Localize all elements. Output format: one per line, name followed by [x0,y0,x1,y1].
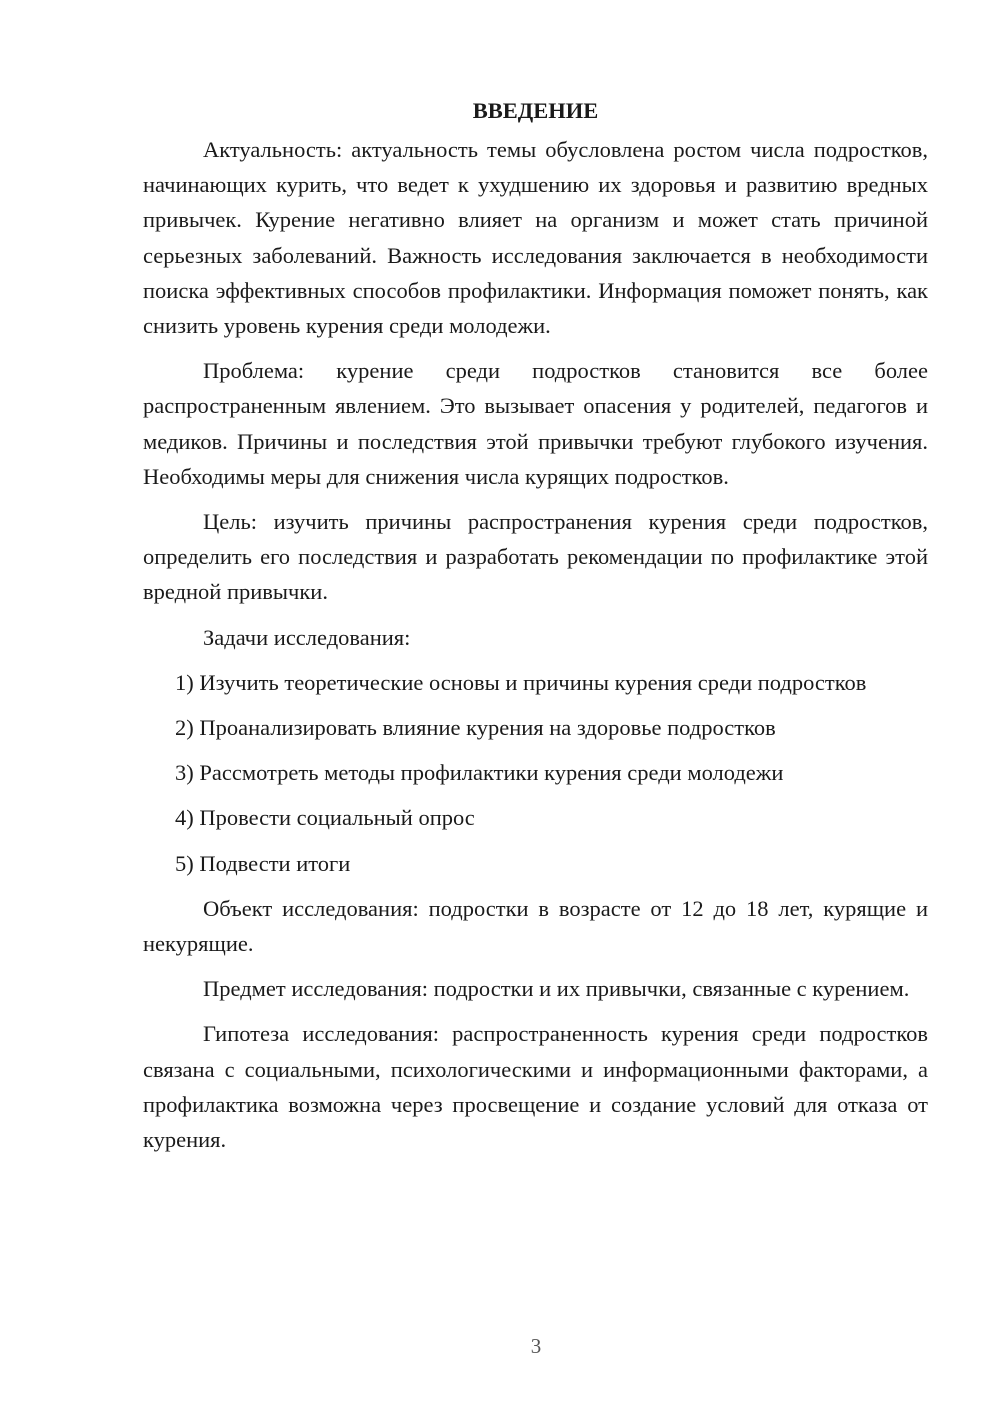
paragraph-hypothesis: Гипотеза исследования: распространенность курения среди подростков связана с социальными, психологическими и информационными факторами, а профилактика возможна через просвещение и создание условий для отказа от курения. [143,1021,928,1153]
paragraph-problem: Проблема: курение среди подростков становится все более распространенным явлением. Это вызывает опасения у родителей, педагогов и медиков. Причины и последствия этой привычки требуют глубокого изучения. Необходимы меры для снижения числа курящих подростков. [143,358,928,489]
task-item-1: 1) Изучить теоретические основы и причины курения среди подростков [175,669,867,695]
task-item-3: 3) Рассмотреть методы профилактики курения среди молодежи [175,760,784,786]
paragraph-subject: Предмет исследования: подростки и их привычки, связанные с курением. [203,976,910,1002]
paragraph-object: Объект исследования: подростки в возрасте от 12 до 18 лет, курящие и некурящие. [143,895,928,957]
document-body [143,96,928,1167]
task-item-4: 4) Провести социальный опрос [175,805,475,831]
task-item-5: 5) Подвести итоги [175,850,351,876]
paragraph-relevance: Актуальность: актуальность темы обусловлена ростом числа подростков, начинающих курить, что ведет к ухудшению их здоровья и развитию вредных привычек. Курение негативно влияет на организм и может стать причиной серьезных заболеваний. Важность исследования заключается в необходимости поиска эффективных способов профилактики. Информация поможет понять, как снизить уровень курения среди молодежи. [143,137,928,339]
paragraph-goal: Цель: изучить причины распространения курения среди подростков, определить его последствия и разработать рекомендации по профилактике этой вредной привычки. [143,509,928,605]
page-number: 3 [530,1334,542,1358]
section-title: ВВЕДЕНИЕ [472,98,599,123]
task-item-2: 2) Проанализировать влияние курения на здоровье подростков [175,715,776,741]
tasks-heading: Задачи исследования: [203,624,411,650]
